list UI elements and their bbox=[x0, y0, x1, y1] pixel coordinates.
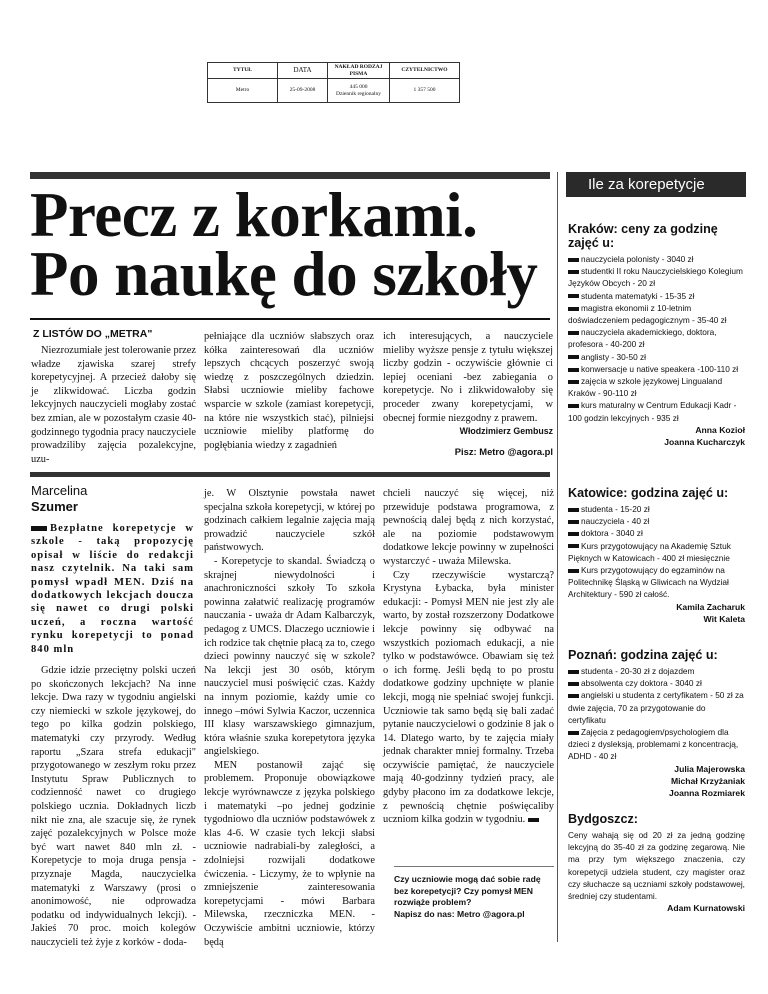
bullet-icon bbox=[568, 682, 579, 686]
price-item bbox=[568, 527, 745, 539]
bullet-icon bbox=[568, 307, 579, 311]
author-name: Kamila Zacharuk bbox=[676, 601, 745, 612]
author-name: Anna Kozioł bbox=[695, 424, 745, 435]
circulation: 445 000 bbox=[349, 84, 368, 91]
letters-heading: Z LISTÓW DO „METRA" bbox=[33, 328, 153, 340]
header-cell: NAKŁAD RODZAJ PISMA bbox=[328, 63, 390, 79]
price-item bbox=[568, 363, 745, 375]
question-box bbox=[394, 874, 554, 920]
author-name: Adam Kurnatowski bbox=[667, 903, 745, 914]
price-text: studenta - 15-20 zł bbox=[581, 504, 650, 514]
price-item bbox=[568, 540, 745, 564]
price-item bbox=[568, 302, 745, 326]
lead-text: Bezpłatne korepetycje w szkole - taką propozycję opisał w liście do redakcji nasz czytelnik. Na taki sam pomysł wpadł MEN. Dziś na dodatkowych lekcjach doucza się nawet co drugi polski uczeń, a roczna wartość rynku korepetycji to ponad 840 mln bbox=[31, 523, 194, 655]
letter-col-1: Niezrozumiałe jest tolerowanie przez władze zjawiska szarej strefy korepetycyjnej. A przecież dałoby się je zlikwidować. Liczba godzin lekcyjnych nauczycieli mogłaby zostać bez zmian, ale w pozostałym czasie 40-godzinnego tygodnia pracy nauczyciele prowadziliby zajęcia pozalekcyjne, uzu- bbox=[31, 345, 196, 465]
author-name: Julia Majerowska bbox=[674, 763, 745, 774]
city-heading: Katowice: godzina zajęć u: bbox=[568, 486, 729, 500]
price-text: Zajęcia z pedagogiem/psychologiem dla dzieci z dysleksją, problemami z koncentracją, ADHD - 40 zł bbox=[568, 727, 739, 762]
body-text: Czy rzeczywiście wystarczą? Krystyna Łybacka, była minister edukacji: - Pomysł MEN nie jest zły ale warto, by został rozszerzony Dodatkowe lekcje powinny się odbywać na wszystkich poziomach edukacji, a nie tylko w podstawówce. Obawiam się też o ich formę. Jeśli będą to po prostu dodatkowe godziny upchnięte w planie lekcji, mogą nie spełniać swojej funkcji. Uczniowie tak samo będą się bali zadać pytanie nauczycielowi o godzinie 8 jak o 14. Dlatego warto, by te zajęcia miały jednak charakter mniej formalny. Trzeba oczywiście pamiętać, że nauczyciele mają 40-godzinny tydzień pracy, ale gdyby płacono im za dodatkowe lekcje, z pewnością chętnie poświęcaliby uczniom kilka godzin w tygodniu. bbox=[383, 569, 554, 826]
city-text: Ceny wahają się od 20 zł za jedną godzinę lekcyjną do 35-40 zł za godzinę zegarową. Nie ma przy tym większego znaczenia, czy korepetycji udziela student, czy magister oraz czy słuchacze są uczniami szkoły podstawowej, średniej czy studentami. bbox=[568, 830, 745, 902]
sidebar-heading: Ile za korepetycje bbox=[566, 172, 746, 197]
price-text: magistra ekonomii z 10-letnim doświadczeniem pedagogicznym - 35-40 zł bbox=[568, 302, 727, 326]
bullet-icon bbox=[568, 544, 579, 548]
price-item bbox=[568, 351, 745, 363]
sidebar-poznan bbox=[568, 648, 745, 799]
bullet-icon bbox=[568, 258, 579, 262]
value-cell: 1 357 500 bbox=[390, 79, 460, 103]
body-col-1: Gdzie idzie przeciętny polski uczeń po skończonych lekcjach? Na inne lekcje. Dwa razy w tygodniu angielski czy niemiecki w szkole językowej, do tego po kilka godzin polskiego, matematyki czy przyrody. Według raportu „Szara strefa edukacji" przygotowanego w zeszłym roku przez Instytutu Spraw Publicznych to codzienność nawet co drugiego polskiego ucznia. Dokładnych liczb nikt nie zna, ale szacuje się, że rynek zajęć pozalekcyjnych w Polsce może być wart nawet 840 mln zł. - Korepetycje to moja druga pensja - przyznaje Magda, nauczycielka matematyki z Warszawy (prosi o anonimowość, nie odprowadza podatku od indywidualnych lekcji). - Jakieś 70 proc. moich kolegów nauczycieli też żyje z korków - doda- bbox=[31, 665, 196, 948]
author-name: Michał Krzyżaniak bbox=[670, 775, 745, 786]
bullet-icon bbox=[568, 569, 579, 573]
headline bbox=[30, 180, 538, 309]
author-first: Marcelina bbox=[31, 483, 88, 498]
sidebar-bydgoszcz bbox=[568, 812, 745, 914]
header-cell: DATA bbox=[278, 63, 328, 79]
price-item bbox=[568, 375, 745, 399]
price-text: absolwenta czy doktora - 3040 zł bbox=[581, 678, 702, 689]
bullet-icon bbox=[568, 368, 579, 372]
price-text: nauczyciela - 40 zł bbox=[581, 516, 650, 527]
bullet-icon bbox=[568, 294, 579, 298]
price-item bbox=[568, 399, 745, 423]
price-item bbox=[568, 726, 745, 763]
price-text: angielski u studenta z certyfikatem - 50 zł za dwie zajęcia, 70 za przygotowanie do certyfikatu bbox=[568, 690, 744, 725]
body-col-3 bbox=[383, 487, 554, 827]
bullet-icon bbox=[568, 694, 579, 698]
press-info-table bbox=[207, 62, 460, 103]
value-cell: Metro bbox=[208, 79, 278, 103]
authors bbox=[568, 763, 745, 799]
body-col-2 bbox=[204, 487, 375, 949]
title-rule bbox=[30, 318, 550, 320]
price-list bbox=[568, 253, 745, 424]
price-item bbox=[568, 503, 745, 515]
price-text: doktora - 3040 zł bbox=[581, 528, 643, 539]
headline-line1: Precz z korkami. bbox=[30, 180, 478, 250]
body-paragraph: chcieli nauczyć się więcej, niż przewiduje podstawa programowa, z pewnością dalej będą z nich korzystać, ale na poziomie podstawowym dodatkowe lekcje powinny w zupełności wystarczyć - uważa Milewska. bbox=[383, 488, 554, 567]
sidebar-katowice bbox=[568, 486, 745, 625]
bullet-icon bbox=[568, 404, 579, 408]
authors bbox=[568, 902, 745, 914]
column-divider bbox=[557, 172, 558, 942]
value-cell: 25-09-2008 bbox=[278, 79, 328, 103]
body-paragraph bbox=[383, 569, 554, 827]
authors bbox=[568, 601, 745, 625]
bullet-icon bbox=[568, 508, 579, 512]
body-paragraph: je. W Olsztynie powstała nawet specjalna szkoła korepetycji, w której po godzinach całkiem legalnie zajęcia mają prowadzić nauczyciele szkół państwowych. bbox=[204, 488, 375, 554]
top-rule bbox=[30, 172, 550, 179]
author-name: Joanna Rozmiarek bbox=[669, 787, 745, 798]
price-text: konwersacje u native speakera -100-110 zł bbox=[581, 363, 739, 374]
author-name: Joanna Kucharczyk bbox=[664, 436, 745, 447]
section-rule bbox=[30, 472, 550, 477]
price-item bbox=[568, 677, 745, 689]
letter-col-2: pełniające dla uczniów słabszych oraz kółka zainteresowań dla uczniów lepszych chcących poszerzyć swoją wiedzę z poszczególnych dziedzin. Słabsi uczniowie mieliby fachowe wsparcie w szkole (zamiast korepetycji, na które nie wszystkich stać), pilniejsi uczniowie mieliby platformę do pogłębiania wiedzy z zagadnień bbox=[204, 331, 374, 451]
header-cell: TYTUŁ bbox=[208, 63, 278, 79]
letter-col-3 bbox=[383, 330, 553, 458]
author-name: Wit Kaleta bbox=[703, 613, 745, 624]
author-last: Szumer bbox=[31, 499, 78, 514]
price-text: nauczyciela polonisty - 3040 zł bbox=[581, 254, 694, 264]
price-item bbox=[568, 665, 745, 677]
bullet-icon bbox=[568, 532, 579, 536]
price-item bbox=[568, 290, 745, 302]
city-heading: Bydgoszcz: bbox=[568, 812, 638, 826]
city-heading: Poznań: godzina zajęć u: bbox=[568, 648, 718, 662]
letter-text: ich interesujących, a nauczyciele mieliby wyższe pensje z tytułu większej liczby godzin - oczywiście głównie ci lepiej oceniani -bez zabiegania o korepetycje. No i zlikwidowałoby się proceder zwany korepetycjami, w obecnej formie niezgodny z prawem. bbox=[383, 331, 553, 424]
price-list bbox=[568, 665, 745, 763]
sidebar-krakow bbox=[568, 222, 745, 448]
byline bbox=[31, 483, 87, 515]
price-text: kurs maturalny w Centrum Edukacji Kadr - 100 godzin lekcyjnych - 935 zł bbox=[568, 400, 737, 423]
lead-paragraph bbox=[31, 522, 194, 656]
price-item bbox=[568, 564, 745, 601]
bullet-icon bbox=[568, 380, 579, 384]
price-item bbox=[568, 515, 745, 527]
bullet-icon bbox=[568, 270, 579, 274]
letter-write: Pisz: Metro @agora.pl bbox=[454, 445, 553, 457]
price-text: anglisty - 30-50 zł bbox=[581, 351, 647, 362]
paper-type: Dziennik regionalny bbox=[335, 90, 382, 97]
header-cell: CZYTELNICTWO bbox=[390, 63, 460, 79]
square-bullet-icon bbox=[31, 526, 47, 531]
body-paragraph: - Korepetycje to skandal. Świadczą o skrajnej niewydolności i anachroniczności szkoły To szkoła powinna załatwić realizację programów nauczania - uważa dr Adam Kalbarczyk, pedagog z UMCS. Dlaczego uczniowie i ich rodzice tak chętnie płacą za to, czego dzieci powinny nauczyć się w szkole? Na lekcji jest 30 osób, którym nauczyciel musi poświęcić czas. Każdy na innym poziomie, każdy umie co innego –mówi Sylwia Kaczor, uczennica III klasy warszawskiego gimnazjum, która właśnie szuka korepetytora języka angielskiego. bbox=[204, 555, 375, 758]
price-text: Kurs przygotowujący na Akademię Sztuk Pięknych w Katowicach - 400 zł miesięcznie bbox=[568, 540, 731, 563]
price-text: nauczyciela akademickiego, doktora, profesora - 40-200 zł bbox=[568, 327, 717, 350]
price-item bbox=[568, 326, 745, 350]
bullet-icon bbox=[568, 520, 579, 524]
letter-signature: Włodzimierz Gembusz bbox=[459, 426, 553, 437]
price-item bbox=[568, 689, 745, 726]
end-square-icon bbox=[528, 818, 539, 822]
bullet-icon bbox=[568, 731, 579, 735]
price-item bbox=[568, 265, 745, 289]
question-rule bbox=[394, 866, 554, 867]
authors bbox=[568, 424, 745, 448]
price-text: studenta - 20-30 zł z dojazdem bbox=[581, 666, 695, 676]
body-paragraph: MEN postanowił zająć się problemem. Proponuje obowiązkowe lekcje wyrównawcze z języka polskiego i matematyki –po jednej godzinie tygodniowo dla uczniów podstawówek z klas 4-6. W czasie tych lekcji słabsi uczniowie nadrabiali-by zaległości, a zdolniejsi rozwijali dodatkowe ćwiczenia. - Liczymy, że to wpłynie na zmniejszenie zainteresowania korepetycjami - mówi Barbara Milewska, rzeczniczka MEN. - Oczywiście ambitni uczniowie, którzy będą bbox=[204, 759, 375, 948]
price-item bbox=[568, 253, 745, 265]
price-text: Kurs przygotowujący do egzaminów na Politechnikę Śląską w Gliwicach na Wydział Architektury - 590 zł całość. bbox=[568, 565, 729, 600]
city-heading: Kraków: ceny za godzinę zajęć u: bbox=[568, 222, 718, 250]
price-text: zajęcia w szkole językowej Lingualand Kraków - 90-110 zł bbox=[568, 376, 723, 399]
price-list bbox=[568, 503, 745, 601]
question-text: Czy uczniowie mogą dać sobie radę bez korepetycji? Czy pomysł MEN rozwiąże problem? bbox=[394, 874, 541, 908]
price-text: studenta matematyki - 15-35 zł bbox=[581, 290, 695, 301]
price-text: studentki II roku Nauczycielskiego Kolegium Języków Obcych - 20 zł bbox=[568, 266, 743, 289]
bullet-icon bbox=[568, 670, 579, 674]
question-write: Napisz do nas: Metro @agora.pl bbox=[394, 908, 525, 919]
bullet-icon bbox=[568, 331, 579, 335]
headline-line2: Po naukę do szkoły bbox=[30, 239, 538, 309]
value-cell bbox=[328, 79, 390, 103]
bullet-icon bbox=[568, 355, 579, 359]
